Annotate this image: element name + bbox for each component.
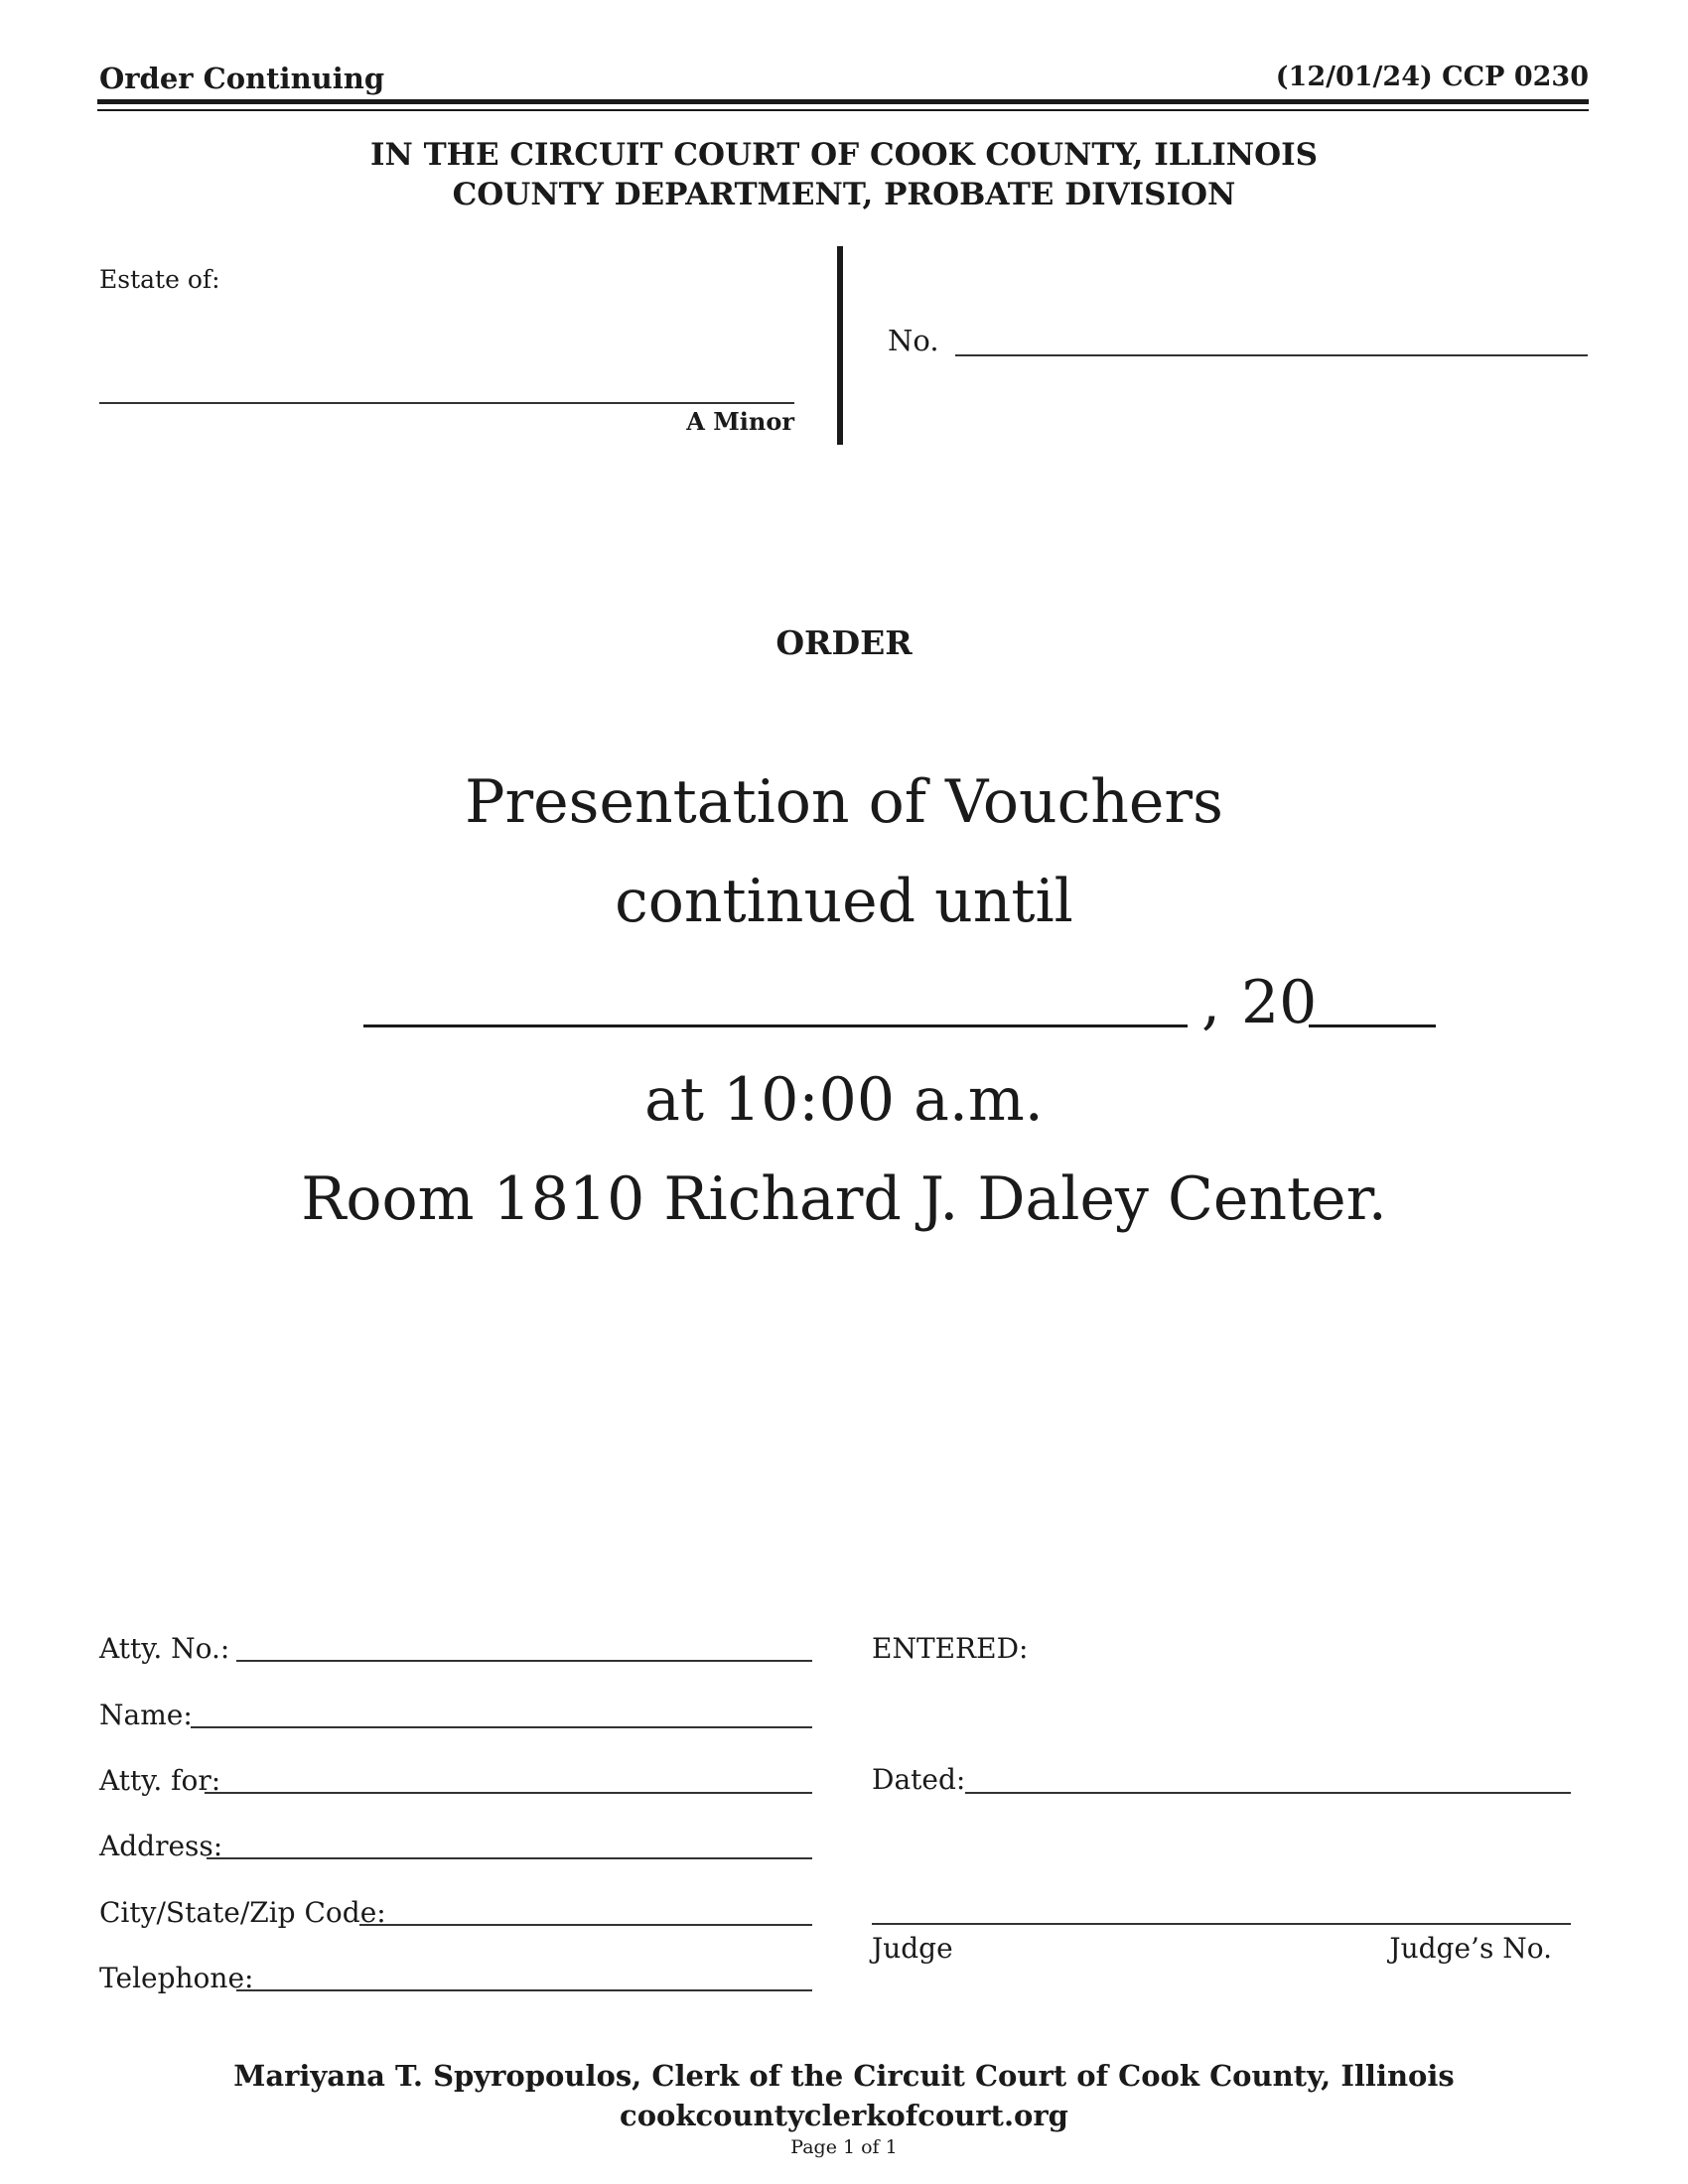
judge-number-label: Judge’s No.: [1389, 1932, 1552, 1965]
case-number-label: No.: [888, 324, 939, 357]
clerk-website: cookcountyclerkofcourt.org: [620, 2099, 1068, 2132]
estate-name-field[interactable]: [99, 402, 794, 404]
form-title: Order Continuing: [99, 62, 385, 95]
form-code: (12/01/24) CCP 0230: [1275, 62, 1589, 92]
hearing-location: Room 1810 Richard J. Daley Center.: [301, 1164, 1387, 1234]
date-comma: ,: [1201, 968, 1221, 1037]
atty-for-label: Atty. for:: [99, 1764, 221, 1797]
dated-label: Dated:: [872, 1763, 966, 1796]
order-title: ORDER: [775, 623, 913, 662]
page-number: Page 1 of 1: [790, 2136, 898, 2158]
name-field[interactable]: [191, 1726, 812, 1728]
telephone-field[interactable]: [236, 1989, 812, 1991]
minor-label: A Minor: [686, 407, 794, 436]
court-division: COUNTY DEPARTMENT, PROBATE DIVISION: [452, 177, 1236, 212]
estate-label: Estate of:: [99, 265, 220, 294]
case-number-field[interactable]: [955, 354, 1588, 356]
caption-divider: [837, 246, 843, 445]
header-rule-thick: [97, 99, 1589, 104]
address-label: Address:: [99, 1830, 223, 1862]
year-prefix: 20: [1241, 968, 1318, 1037]
atty-no-field[interactable]: [236, 1660, 812, 1662]
hearing-time: at 10:00 a.m.: [644, 1065, 1044, 1135]
judge-signature-field[interactable]: [872, 1923, 1571, 1925]
header-rule-thin: [97, 109, 1589, 111]
order-continued-text: continued until: [615, 867, 1073, 936]
city-state-zip-label: City/State/Zip Code:: [99, 1896, 386, 1929]
order-subject: Presentation of Vouchers: [465, 767, 1223, 837]
atty-for-field[interactable]: [205, 1792, 812, 1794]
year-field[interactable]: [1309, 1024, 1436, 1027]
city-state-zip-field[interactable]: [359, 1924, 812, 1926]
dated-field[interactable]: [965, 1792, 1571, 1794]
entered-label: ENTERED:: [872, 1632, 1029, 1665]
clerk-name: Mariyana T. Spyropoulos, Clerk of the Circuit Court of Cook County, Illinois: [233, 2059, 1455, 2093]
judge-label: Judge: [872, 1932, 953, 1965]
name-label: Name:: [99, 1699, 193, 1731]
continuance-date-field[interactable]: [363, 1024, 1188, 1027]
court-name: IN THE CIRCUIT COURT OF COOK COUNTY, ILLINOIS: [369, 137, 1319, 173]
telephone-label: Telephone:: [99, 1962, 254, 1994]
atty-no-label: Atty. No.:: [99, 1632, 230, 1665]
address-field[interactable]: [207, 1857, 812, 1859]
continuance-date-row: [0, 968, 1688, 1042]
